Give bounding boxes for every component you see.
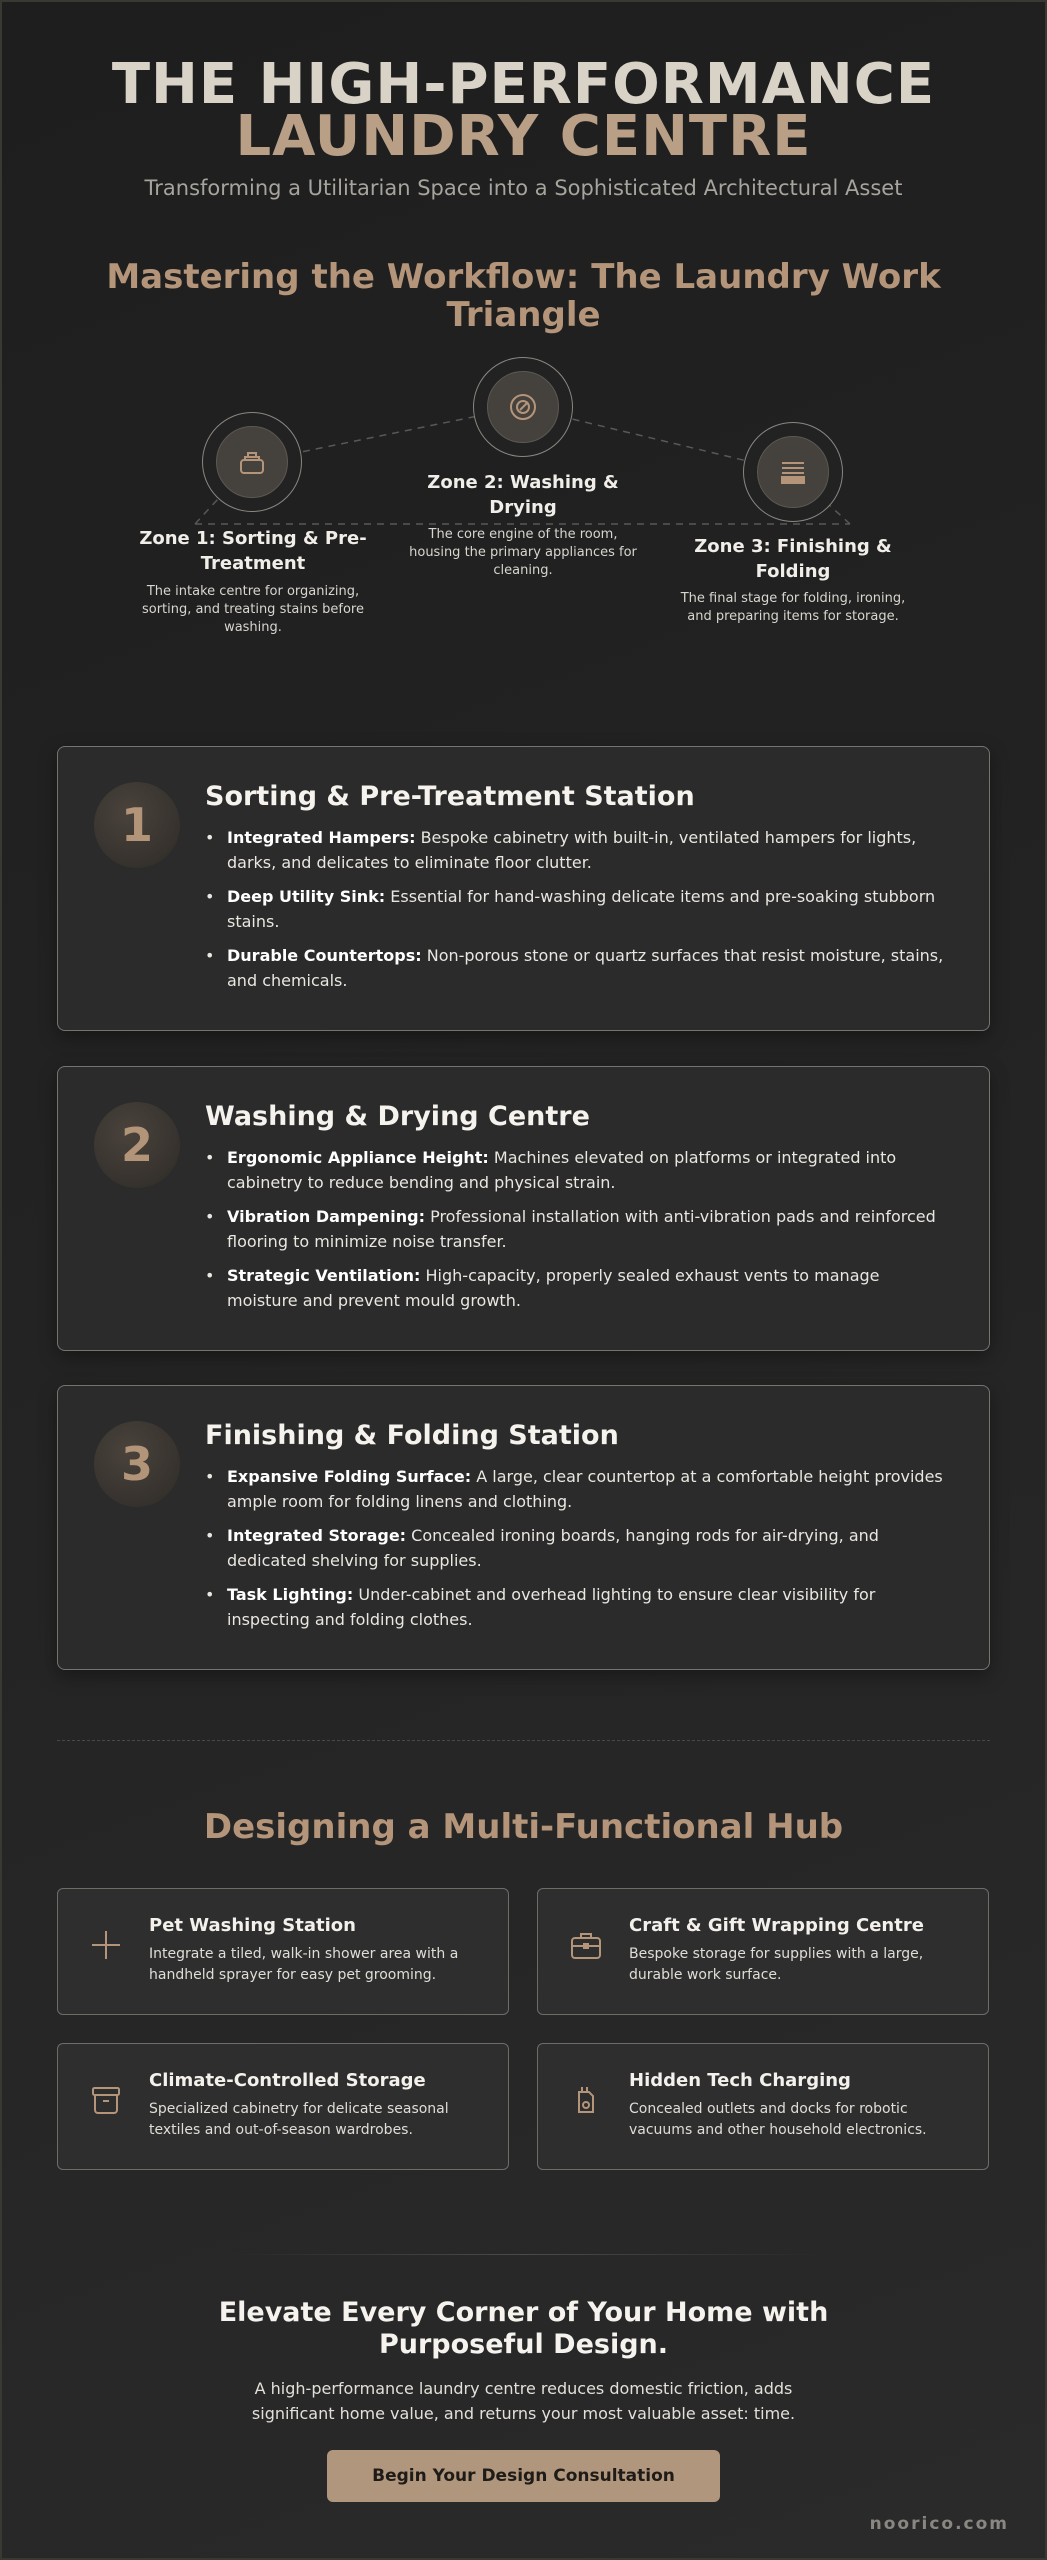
hub-card-desc — [629, 2099, 969, 2141]
list-item: • Expansive Folding Surface: A large, clear countertop at a comfortable height provides ample room for folding linens and clothing. — [205, 1467, 943, 1511]
feature-label: Integrated Hampers: — [227, 828, 416, 847]
hub-card-desc-line1: Bespoke storage for supplies with a large, — [629, 1946, 924, 1962]
hub-card-pet-washing — [57, 1888, 509, 2015]
feature-label: Expansive Folding Surface: — [227, 1467, 472, 1486]
archive-box-icon — [86, 2080, 126, 2120]
list-item: • Strategic Ventilation: High-capacity, properly sealed exhaust vents to manage moisture and prevent mould growth. — [205, 1266, 880, 1310]
feature-label: Strategic Ventilation: — [227, 1266, 421, 1285]
station-title: Washing & Drying Centre — [205, 1101, 590, 1132]
hub-card-desc-line1: Concealed outlets and docks for robotic — [629, 2101, 908, 2117]
station-number: 3 — [94, 1421, 180, 1507]
hub-card-title: Craft & Gift Wrapping Centre — [629, 1915, 924, 1936]
station-feature-list — [205, 825, 945, 1002]
brand-watermark: noorico.com — [869, 2514, 1009, 2534]
feature-label: Durable Countertops: — [227, 946, 422, 965]
cta-title-line1: Elevate Every Corner of Your Home with — [218, 2297, 829, 2328]
cta-divider — [227, 2254, 820, 2255]
list-item: • Ergonomic Appliance Height: Machines elevated on platforms or integrated into cabinetry to reduce bending and physical strain. — [205, 1148, 897, 1192]
hub-card-title: Pet Washing Station — [149, 1915, 356, 1936]
list-item: • Integrated Storage: Concealed ironing boards, hanging rods for air-drying, and dedicated shelving for supplies. — [205, 1526, 879, 1570]
list-item: • Vibration Dampening: Professional installation with anti-vibration pads and reinforced flooring to minimize noise transfer. — [205, 1207, 936, 1251]
workflow-title-line1: Mastering the Workflow: The Laundry Work — [106, 257, 941, 297]
washing-machine-icon — [487, 371, 559, 443]
cta-title-line2: Purposeful Design. — [378, 2329, 669, 2360]
hub-card-climate-storage — [57, 2043, 509, 2170]
feature-text: Essential for hand-washing delicate items and pre-soaking stubborn stains. — [227, 887, 936, 931]
hub-card-craft-wrapping — [537, 1888, 989, 2015]
hub-card-desc — [149, 1944, 489, 1986]
feature-text: Concealed ironing boards, hanging rods for air-drying, and dedicated shelving for supplies. — [227, 1526, 879, 1570]
zone-2-name-line1: Zone 2: Washing & — [427, 472, 619, 493]
hub-card-title: Hidden Tech Charging — [629, 2070, 851, 2091]
zone-1-desc-line3: washing. — [224, 620, 282, 635]
feature-label: Ergonomic Appliance Height: — [227, 1148, 489, 1167]
cta-title — [120, 2297, 927, 2361]
feature-text: A large, clear countertop at a comfortable height provides ample room for folding linens and clothing. — [227, 1467, 943, 1511]
feature-label: Deep Utility Sink: — [227, 887, 386, 906]
list-item: • Deep Utility Sink: Essential for hand-washing delicate items and pre-soaking stubborn stains. — [205, 887, 936, 931]
station-feature-list — [205, 1145, 945, 1322]
feature-label: Vibration Dampening: — [227, 1207, 425, 1226]
cta-text-line2: significant home value, and returns your most valuable asset: time. — [251, 2404, 796, 2423]
zone-3-name — [673, 534, 913, 584]
station-number: 2 — [94, 1102, 180, 1188]
station-feature-list — [205, 1464, 945, 1641]
station-card-1 — [57, 746, 990, 1031]
hub-card-desc-line2: durable work surface. — [629, 1967, 782, 1983]
feature-text: Machines elevated on platforms or integrated into cabinetry to reduce bending and physical strain. — [227, 1148, 897, 1192]
hub-card-desc — [629, 1944, 969, 1986]
list-item: • Durable Countertops: Non-porous stone or quartz surfaces that resist moisture, stains, and chemicals. — [205, 946, 944, 990]
zone-2-desc-line2: housing the primary appliances for — [409, 545, 637, 560]
zone-1-name — [133, 526, 373, 576]
hub-card-desc-line2: handheld sprayer for easy pet grooming. — [149, 1967, 437, 1983]
charging-plug-icon — [566, 2080, 606, 2120]
station-title: Sorting & Pre-Treatment Station — [205, 781, 695, 812]
plus-icon — [86, 1925, 126, 1965]
zone-3-desc-line2: and preparing items for storage. — [687, 609, 899, 624]
briefcase-icon — [566, 1925, 606, 1965]
cta-text — [200, 2376, 847, 2426]
station-card-3 — [57, 1385, 990, 1670]
hero-subtitle: Transforming a Utilitarian Space into a Sophisticated Architectural Asset — [144, 176, 903, 200]
folded-clothes-icon — [757, 436, 829, 508]
hero-title-line1: THE HIGH-PERFORMANCE — [111, 52, 936, 117]
hub-title: Designing a Multi-Functional Hub — [203, 1807, 844, 1847]
begin-consultation-button[interactable]: Begin Your Design Consultation — [327, 2450, 720, 2502]
hub-card-desc-line1: Integrate a tiled, walk-in shower area with a — [149, 1946, 459, 1962]
feature-text: High-capacity, properly sealed exhaust vents to manage moisture and prevent mould growth. — [227, 1266, 880, 1310]
hub-card-desc-line1: Specialized cabinetry for delicate seasonal — [149, 2101, 449, 2117]
section-divider — [57, 1740, 990, 1741]
hub-card-title: Climate-Controlled Storage — [149, 2070, 426, 2091]
zone-1-desc-line1: The intake centre for organizing, — [146, 584, 360, 599]
zone-2-desc-line1: The core engine of the room, — [428, 527, 618, 542]
zone-1-desc — [133, 583, 373, 637]
zone-2-desc — [403, 526, 643, 580]
hub-card-tech-charging — [537, 2043, 989, 2170]
zone-3-name-line1: Zone 3: Finishing & — [694, 536, 892, 557]
feature-text: Under-cabinet and overhead lighting to ensure clear visibility for inspecting and folding clothes. — [227, 1585, 876, 1629]
feature-text: Non-porous stone or quartz surfaces that resist moisture, stains, and chemicals. — [227, 946, 944, 990]
zone-3-name-line2: Folding — [755, 561, 831, 582]
workflow-title — [80, 258, 967, 334]
list-item: • Task Lighting: Under-cabinet and overhead lighting to ensure clear visibility for inspecting and folding clothes. — [205, 1585, 876, 1629]
zone-2-circle — [473, 357, 573, 457]
zone-1-desc-line2: sorting, and treating stains before — [141, 602, 364, 617]
cta-text-line1: A high-performance laundry centre reduces domestic friction, adds — [254, 2379, 793, 2398]
hub-card-desc — [149, 2099, 489, 2141]
station-number: 1 — [94, 782, 180, 868]
station-card-2 — [57, 1066, 990, 1351]
feature-label: Integrated Storage: — [227, 1526, 407, 1545]
station-title: Finishing & Folding Station — [205, 1420, 619, 1451]
feature-text: Bespoke cabinetry with built-in, ventilated hampers for lights, darks, and delicates to eliminate floor clutter. — [227, 828, 917, 872]
list-item: • Integrated Hampers: Bespoke cabinetry with built-in, ventilated hampers for lights, darks, and delicates to eliminate floor clutter. — [205, 828, 917, 872]
workflow-title-line2: Triangle — [446, 295, 601, 335]
hero-title-line2: LAUNDRY CENTRE — [235, 104, 812, 169]
zone-3-circle — [743, 422, 843, 522]
zone-2-desc-line3: cleaning. — [493, 563, 553, 578]
hub-card-desc-line2: textiles and out-of-season wardrobes. — [149, 2122, 413, 2138]
zone-3-desc — [673, 590, 913, 626]
hub-card-desc-line2: vacuums and other household electronics. — [629, 2122, 927, 2138]
zone-1-name-line2: Treatment — [200, 553, 306, 574]
zone-2-name-line2: Drying — [489, 497, 557, 518]
feature-label: Task Lighting: — [227, 1585, 354, 1604]
zone-2-name — [403, 470, 643, 520]
zone-1-name-line1: Zone 1: Sorting & Pre- — [139, 528, 367, 549]
zone-3-desc-line1: The final stage for folding, ironing, — [680, 591, 906, 606]
work-triangle — [0, 340, 1047, 660]
feature-text: Professional installation with anti-vibration pads and reinforced flooring to minimize noise transfer. — [227, 1207, 936, 1251]
zone-1-circle — [202, 412, 302, 512]
basket-icon — [216, 426, 288, 498]
